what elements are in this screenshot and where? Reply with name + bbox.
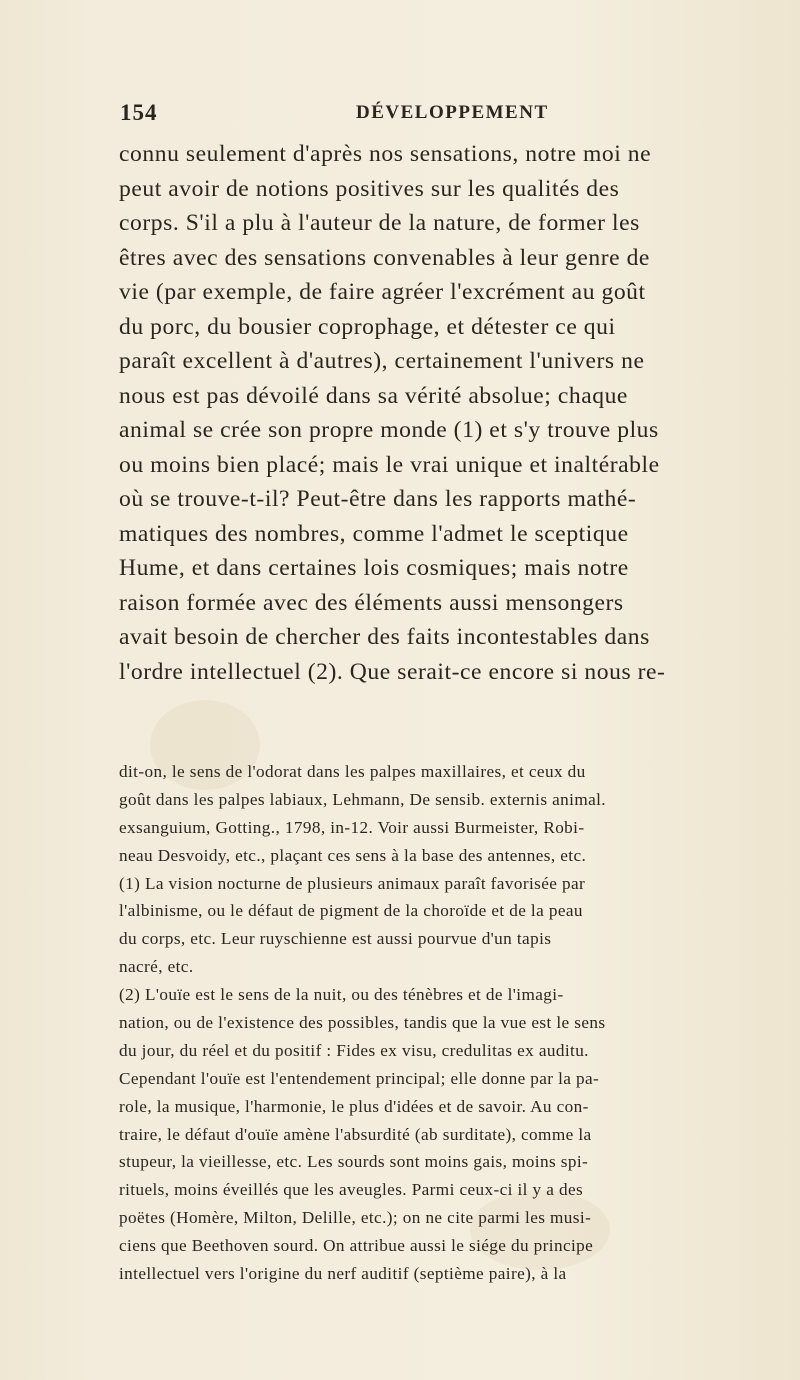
- main-text: [119, 137, 759, 689]
- footnote-line: neau Desvoidy, etc., plaçant ces sens à la base des antennes, etc.: [119, 845, 587, 865]
- text-line: ou moins bien placé; mais le vrai unique et inaltérable: [119, 451, 660, 478]
- footnote-line: ciens que Beethoven sourd. On attribue aussi le siége du principe: [119, 1236, 594, 1256]
- text-line: Hume, et dans certaines lois cosmiques; mais notre: [119, 555, 629, 581]
- text-line: peut avoir de notions positives sur les qualités des: [119, 175, 620, 202]
- footnote-line: poëtes (Homère, Milton, Delille, etc.); on ne cite parmi les musi-: [119, 1208, 592, 1228]
- footnote-line: du jour, du réel et du positif : Fides ex visu, credulitas ex auditu.: [119, 1040, 589, 1060]
- text-line: où se trouve-t-il? Peut-être dans les rapports mathé-: [119, 486, 637, 512]
- text-line: avait besoin de chercher des faits incontestables dans: [119, 624, 650, 650]
- footnote-line: Cependant l'ouïe est l'entendement principal; elle donne par la pa-: [119, 1068, 600, 1088]
- text-line: vie (par exemple, de faire agréer l'excrément au goût: [119, 279, 646, 305]
- text-line: nous est pas dévoilé dans sa vérité absolue; chaque: [119, 382, 628, 409]
- footnote-line: role, la musique, l'harmonie, le plus d'idées et de savoir. Au con-: [119, 1096, 589, 1116]
- footnote-line: nacré, etc.: [119, 957, 194, 977]
- footnote-line: stupeur, la vieillesse, etc. Les sourds sont moins gais, moins spi-: [119, 1152, 589, 1172]
- text-line: matiques des nombres, comme l'admet le sceptique: [119, 520, 629, 547]
- footnote-line: du corps, etc. Leur ruyschienne est aussi pourvue d'un tapis: [119, 929, 552, 949]
- page-header: [120, 100, 760, 130]
- text-line: êtres avec des sensations convenables à leur genre de: [119, 244, 650, 271]
- page-number: 154: [120, 100, 158, 125]
- text-line: raison formée avec des éléments aussi mensongers: [119, 589, 624, 616]
- text-line: l'ordre intellectuel (2). Que serait-ce encore si nous re-: [119, 658, 666, 685]
- text-line: connu seulement d'après nos sensations, notre moi ne: [119, 141, 652, 167]
- text-line: corps. S'il a plu à l'auteur de la nature, de former les: [119, 210, 640, 236]
- running-head: DÉVELOPPEMENT: [356, 102, 549, 123]
- footnote-line: nation, ou de l'existence des possibles, tandis que la vue est le sens: [119, 1013, 606, 1033]
- footnote-line: rituels, moins éveillés que les aveugles. Parmi ceux-ci il y a des: [119, 1180, 584, 1200]
- footnote-line: exsanguium, Gotting., 1798, in-12. Voir aussi Burmeister, Robi-: [119, 817, 585, 837]
- footnote-line: goût dans les palpes labiaux, Lehmann, De sensib. externis animal.: [119, 789, 607, 809]
- footnotes: [119, 758, 759, 1288]
- text-line: du porc, du bousier coprophage, et détester ce qui: [119, 313, 616, 340]
- text-line: paraît excellent à d'autres), certainement l'univers ne: [119, 348, 645, 374]
- footnote-line: l'albinisme, ou le défaut de pigment de la choroïde et de la peau: [119, 901, 583, 921]
- footnote-line: intellectuel vers l'origine du nerf auditif (septième paire), à la: [119, 1264, 567, 1284]
- footnote-line: traire, le défaut d'ouïe amène l'absurdité (ab surditate), comme la: [119, 1124, 592, 1144]
- footnote-line: (1) La vision nocturne de plusieurs animaux paraît favorisée par: [119, 873, 586, 893]
- footnote-line: (2) L'ouïe est le sens de la nuit, ou des ténèbres et de l'imagi-: [119, 985, 564, 1005]
- footnote-line: dit-on, le sens de l'odorat dans les palpes maxillaires, et ceux du: [119, 762, 586, 781]
- text-line: animal se crée son propre monde (1) et s'y trouve plus: [119, 417, 659, 443]
